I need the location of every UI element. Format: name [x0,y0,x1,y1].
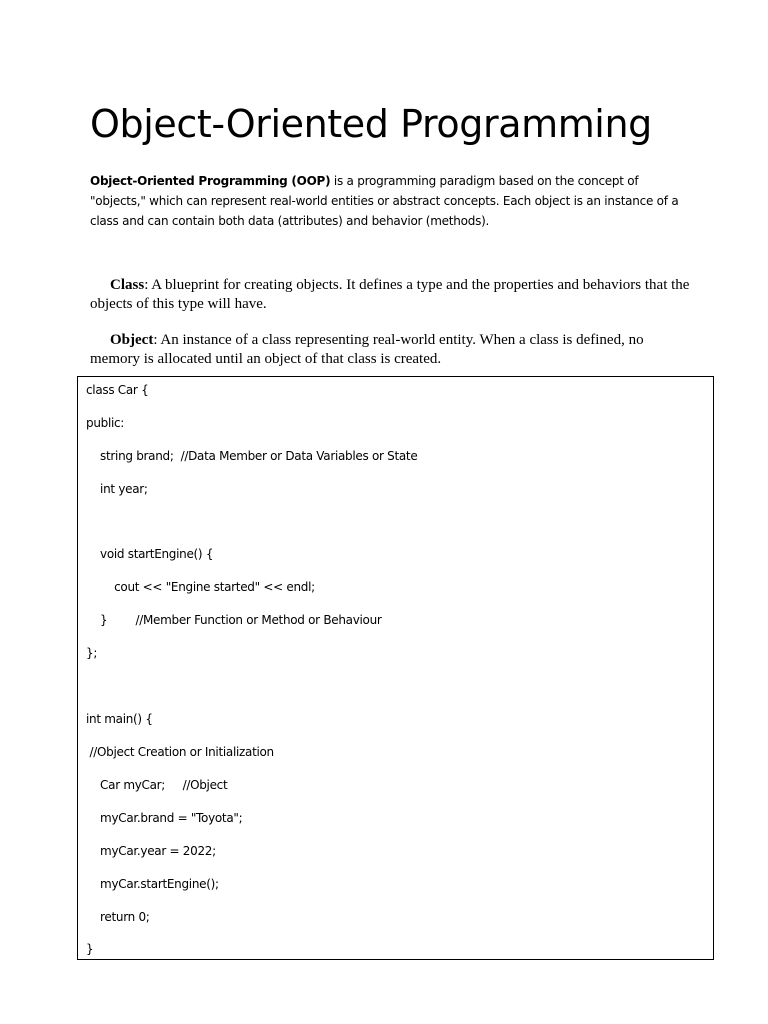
code-line: void startEngine() { [86,547,214,561]
code-line: string brand; //Data Member or Data Variables or State [86,449,418,463]
code-line: cout << "Engine started" << endl; [86,580,315,594]
code-line: int year; [86,482,148,496]
class-term: Class [110,277,145,293]
object-definition [90,331,690,369]
object-definition-text: : An instance of a class representing real-world entity. When a class is defined, no memory is allocated until an object of that class is created. [90,332,644,367]
code-line: myCar.year = 2022; [86,844,216,858]
code-line: myCar.brand = "Toyota"; [86,811,243,825]
code-line: myCar.startEngine(); [86,877,219,891]
code-block [77,376,714,960]
code-line: }; [86,646,98,660]
code-line: int main() { [86,712,153,726]
intro-paragraph [90,171,680,231]
intro-term: Object-Oriented Programming (OOP) [90,174,331,188]
object-term: Object [110,332,154,348]
code-line: public: [86,416,125,430]
class-definition-text: : A blueprint for creating objects. It defines a type and the properties and behaviors that the objects of this type will have. [90,277,690,312]
code-line: Car myCar; //Object [86,778,228,792]
code-line: return 0; [86,910,150,924]
intro-text: is a programming paradigm based on the concept of "objects," which can represent real-world entities or abstract concepts. Each object is an instance of a class and can contain both data (attributes) and behavior (methods). [90,174,679,228]
code-line: //Object Creation or Initialization [86,745,274,759]
page-title: Object-Oriented Programming [90,102,652,146]
code-line: } [86,942,94,956]
code-line: class Car { [86,383,149,397]
class-definition [90,276,690,314]
code-line: } //Member Function or Method or Behaviour [86,613,382,627]
